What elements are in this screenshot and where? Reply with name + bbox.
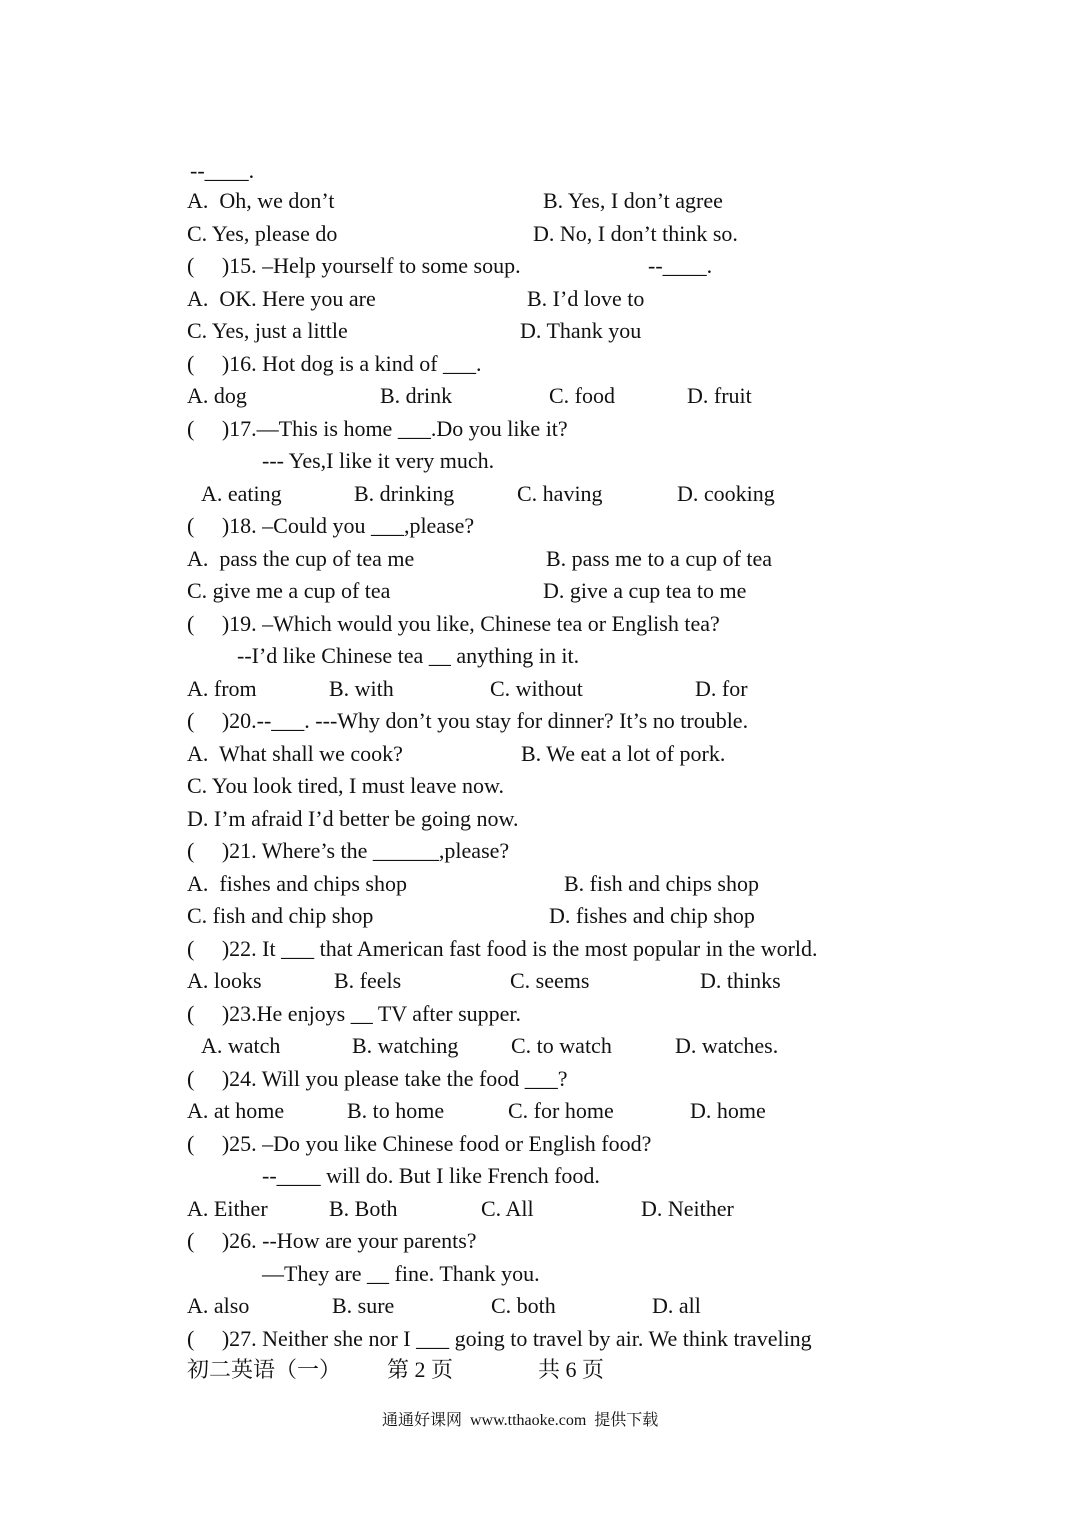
q26-option-a: A. also bbox=[187, 1293, 250, 1318]
q19-option-a: A. from bbox=[187, 676, 257, 701]
q24-option-b: B. to home bbox=[347, 1098, 445, 1123]
q23-stem: ( )23.He enjoys __ TV after supper. bbox=[187, 1001, 522, 1026]
q21-option-c: C. fish and chip shop bbox=[187, 903, 374, 928]
q18-stem: ( )18. –Could you ___,please? bbox=[187, 513, 475, 538]
q23-option-b: B. watching bbox=[352, 1033, 459, 1058]
q20-option-a: A. What shall we cook? bbox=[187, 741, 403, 766]
q26-option-c: C. both bbox=[491, 1293, 556, 1318]
q26-option-d: D. all bbox=[652, 1293, 701, 1318]
q15-reply: --____. bbox=[648, 253, 713, 278]
q17-option-c: C. having bbox=[517, 481, 603, 506]
q18-option-d: D. give a cup tea to me bbox=[543, 578, 747, 603]
q18-option-b: B. pass me to a cup of tea bbox=[546, 546, 773, 571]
q16-option-c: C. food bbox=[549, 383, 615, 408]
q22-option-a: A. looks bbox=[187, 968, 262, 993]
q20-option-d: D. I’m afraid I’d better be going now. bbox=[187, 806, 519, 831]
q27-stem: ( )27. Neither she nor I ___ going to travel by air. We think traveling bbox=[187, 1326, 812, 1351]
page-footer-subject: 初二英语（一） bbox=[187, 1357, 342, 1382]
q14-option-c: C. Yes, please do bbox=[187, 221, 338, 246]
q18-option-a: A. pass the cup of tea me bbox=[187, 546, 415, 571]
q14-reply: --____. bbox=[190, 158, 255, 183]
q22-option-b: B. feels bbox=[334, 968, 402, 993]
q16-stem: ( )16. Hot dog is a kind of ___. bbox=[187, 351, 482, 376]
page-footer-page-number: 第 2 页 bbox=[387, 1357, 454, 1382]
q16-option-d: D. fruit bbox=[687, 383, 752, 408]
q24-stem: ( )24. Will you please take the food ___? bbox=[187, 1066, 568, 1091]
q14-option-a: A. Oh, we don’t bbox=[187, 188, 335, 213]
q23-option-a: A. watch bbox=[201, 1033, 281, 1058]
q21-option-d: D. fishes and chip shop bbox=[549, 903, 755, 928]
q19-option-d: D. for bbox=[695, 676, 748, 701]
q23-option-d: D. watches. bbox=[675, 1033, 779, 1058]
q15-option-c: C. Yes, just a little bbox=[187, 318, 348, 343]
q16-option-a: A. dog bbox=[187, 383, 247, 408]
q25-option-c: C. All bbox=[481, 1196, 534, 1221]
q24-option-a: A. at home bbox=[187, 1098, 285, 1123]
q19-option-c: C. without bbox=[490, 676, 583, 701]
q17-option-a: A. eating bbox=[201, 481, 282, 506]
page-footer-total-pages: 共 6 页 bbox=[538, 1357, 605, 1382]
q15-option-b: B. I’d love to bbox=[527, 286, 645, 311]
q24-option-d: D. home bbox=[690, 1098, 766, 1123]
q25-stem: ( )25. –Do you like Chinese food or English food? bbox=[187, 1131, 652, 1156]
q21-option-a: A. fishes and chips shop bbox=[187, 871, 407, 896]
q25-reply: --____ will do. But I like French food. bbox=[262, 1163, 600, 1188]
q22-option-c: C. seems bbox=[510, 968, 590, 993]
q15-option-d: D. Thank you bbox=[520, 318, 642, 343]
q20-option-b: B. We eat a lot of pork. bbox=[521, 741, 726, 766]
site-download-credit: 通通好课网 www.tthaoke.com 提供下载 bbox=[382, 1412, 659, 1429]
q17-reply: --- Yes,I like it very much. bbox=[262, 448, 495, 473]
q21-option-b: B. fish and chips shop bbox=[564, 871, 759, 896]
q17-option-b: B. drinking bbox=[354, 481, 455, 506]
q15-stem: ( )15. –Help yourself to some soup. bbox=[187, 253, 521, 278]
q20-stem: ( )20.--___. ---Why don’t you stay for dinner? It’s no trouble. bbox=[187, 708, 749, 733]
q25-option-d: D. Neither bbox=[641, 1196, 734, 1221]
q20-option-c: C. You look tired, I must leave now. bbox=[187, 773, 504, 798]
q21-stem: ( )21. Where’s the ______,please? bbox=[187, 838, 510, 863]
q26-stem: ( )26. --How are your parents? bbox=[187, 1228, 477, 1253]
q26-option-b: B. sure bbox=[332, 1293, 395, 1318]
q17-stem: ( )17.—This is home ___.Do you like it? bbox=[187, 416, 568, 441]
q19-option-b: B. with bbox=[329, 676, 394, 701]
q19-stem: ( )19. –Which would you like, Chinese tea or English tea? bbox=[187, 611, 720, 636]
q14-option-d: D. No, I don’t think so. bbox=[533, 221, 738, 246]
q24-option-c: C. for home bbox=[508, 1098, 614, 1123]
q22-stem: ( )22. It ___ that American fast food is the most popular in the world. bbox=[187, 936, 818, 961]
q25-option-b: B. Both bbox=[329, 1196, 398, 1221]
q26-reply: —They are __ fine. Thank you. bbox=[262, 1261, 540, 1286]
q15-option-a: A. OK. Here you are bbox=[187, 286, 376, 311]
q19-reply: --I’d like Chinese tea __ anything in it. bbox=[237, 643, 580, 668]
q17-option-d: D. cooking bbox=[677, 481, 775, 506]
q25-option-a: A. Either bbox=[187, 1196, 268, 1221]
q14-option-b: B. Yes, I don’t agree bbox=[543, 188, 723, 213]
q18-option-c: C. give me a cup of tea bbox=[187, 578, 391, 603]
q22-option-d: D. thinks bbox=[700, 968, 781, 993]
q23-option-c: C. to watch bbox=[511, 1033, 612, 1058]
q16-option-b: B. drink bbox=[380, 383, 453, 408]
